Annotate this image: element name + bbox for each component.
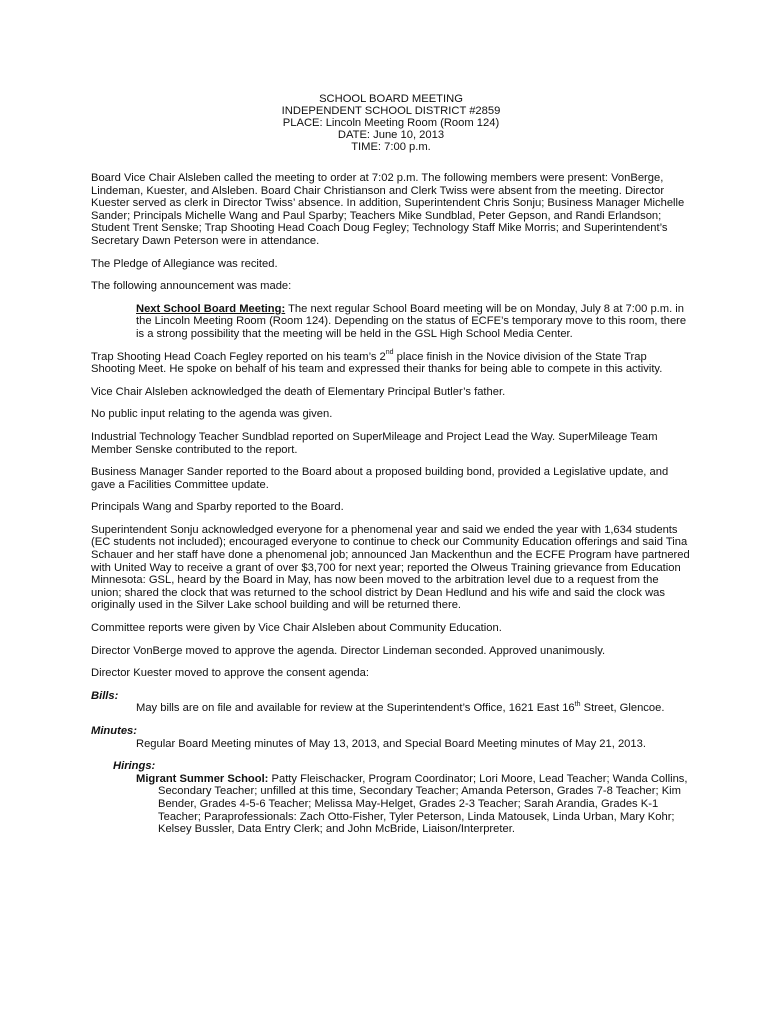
header-title: SCHOOL BOARD MEETING (319, 93, 463, 105)
minutes-label: Minutes: (91, 725, 137, 737)
migrant-label: Migrant Summer School: (136, 772, 269, 785)
announcement-intro: The following announcement was made: (91, 280, 292, 293)
hirings-label: Hirings: (113, 760, 156, 773)
public-input-paragraph: No public input relating to the agenda was given. (91, 408, 333, 421)
trap-text-a: Trap Shooting Head Coach Fegley reported on his team’s 2 (91, 350, 386, 363)
industrial-tech-paragraph: Industrial Technology Teacher Sundblad reported on SuperMileage and Project Lead the Way. SuperMileage Team Member Senske contributed to the report. (91, 430, 658, 456)
agenda-motion-paragraph: Director VonBerge moved to approve the agenda. Director Lindeman seconded. Approved unanimously. (91, 644, 606, 657)
superintendent-paragraph: Superintendent Sonju acknowledged everyone for a phenomenal year and said we ended the year with 1,634 students (EC students not included); encouraged everyone to continue to check our Community Education offerings and said Tina Schauer and her staff have done a phenomenal job; announced Jan Mackenthun and the ECFE Program have partnered with United Way to receive a grant of over $3,700 for next year; reported the Olweus Training grievance from Education Minnesota: GSL, heard by the Board in May, has now been moved to the arbitration level due to a request from the union; shared the clock that was returned to the school district by Dean Hedlund and his wife and said the clock was originally used in the Silver Lake school building and will be returned there. (91, 523, 690, 612)
header-place: PLACE: Lincoln Meeting Room (Room 124) (282, 117, 500, 129)
trap-text-b: place finish in the Novice division of the State Trap Shooting Meet. He spoke on behalf of his team and expressed their thanks for being able to compete in this activity. (91, 350, 663, 376)
pledge-paragraph: The Pledge of Allegiance was recited. (91, 257, 278, 270)
bills-text (136, 702, 691, 715)
migrant-text: Patty Fleischacker, Program Coordinator; Lori Moore, Lead Teacher; Wanda Collins, Secondary Teacher; unfilled at this time, Secondary Teacher; Amanda Peterson, Grades 7-8 Teacher; Kim Bender, Grades 4-5-6 Teacher; Melissa May-Helget, Grades 2-3 Teacher; Sarah Arandia, Grades K-1 Teacher; Paraprofessionals: Zach Otto-Fisher, Tyler Peterson, Linda Matousek, Linda Urban, Mary Kohr; Kelsey Bussler, Data Entry Clerk; and John McBride, Liaison/Interpreter. (158, 772, 688, 836)
document-page (91, 93, 691, 836)
committee-paragraph: Committee reports were given by Vice Chair Alsleben about Community Education. (91, 622, 502, 635)
minutes-text: Regular Board Meeting minutes of May 13, 2013, and Special Board Meeting minutes of May 21, 2013. (136, 737, 646, 750)
document-header (91, 93, 691, 153)
condolence-paragraph: Vice Chair Alsleben acknowledged the death of Elementary Principal Butler’s father. (91, 385, 506, 398)
next-meeting-text: The next regular School Board meeting will be on Monday, July 8 at 7:00 p.m. in the Lincoln Meeting Room (Room 124). Depending on the status of ECFE’s temporary move to this room, there is a strong possibility that the meeting will be held in the GSL High School Media Center. (136, 302, 687, 340)
bills-text-b: Street, Glencoe. (580, 702, 665, 715)
business-manager-paragraph: Business Manager Sander reported to the Board about a proposed building bond, provided a Legislative update, and gave a Facilities Committee update. (91, 466, 669, 491)
migrant-summer-school (136, 773, 691, 836)
attendance-paragraph: Board Vice Chair Alsleben called the meeting to order at 7:02 p.m. The following members were present: VonBerge, Lindeman, Kuester, and Alsleben. Board Chair Christianson and Clerk Twiss were absent from the meeting. Director Kuester served as clerk in Director Twiss’ absence. In addition, Superintendent Chris Sonju; Business Manager Michelle Sander; Principals Michelle Wang and Paul Sparby; Teachers Mike Sundblad, Peter Gepson, and Randi Erlandson; Student Trent Senske; Trap Shooting Head Coach Doug Fegley; Technology Staff Mike Morris; and Superintendent’s Secretary Dawn Peterson were in attendance. (91, 172, 685, 247)
bills-label: Bills: (91, 689, 119, 702)
bills-text-a: May bills are on file and available for review at the Superintendent’s Office, 1621 East 16 (136, 702, 575, 715)
next-meeting-announcement (136, 303, 691, 341)
trap-shooting-paragraph (91, 348, 691, 376)
header-district: INDEPENDENT SCHOOL DISTRICT #2859 (281, 105, 501, 117)
consent-motion-paragraph: Director Kuester moved to approve the consent agenda: (91, 667, 369, 680)
principals-paragraph: Principals Wang and Sparby reported to the Board. (91, 501, 344, 514)
next-meeting-label: Next School Board Meeting: (136, 302, 286, 315)
trap-superscript: nd (385, 348, 394, 356)
header-time: TIME: 7:00 p.m. (351, 141, 431, 153)
header-date: DATE: June 10, 2013 (337, 129, 445, 141)
bills-superscript: th (574, 700, 581, 708)
